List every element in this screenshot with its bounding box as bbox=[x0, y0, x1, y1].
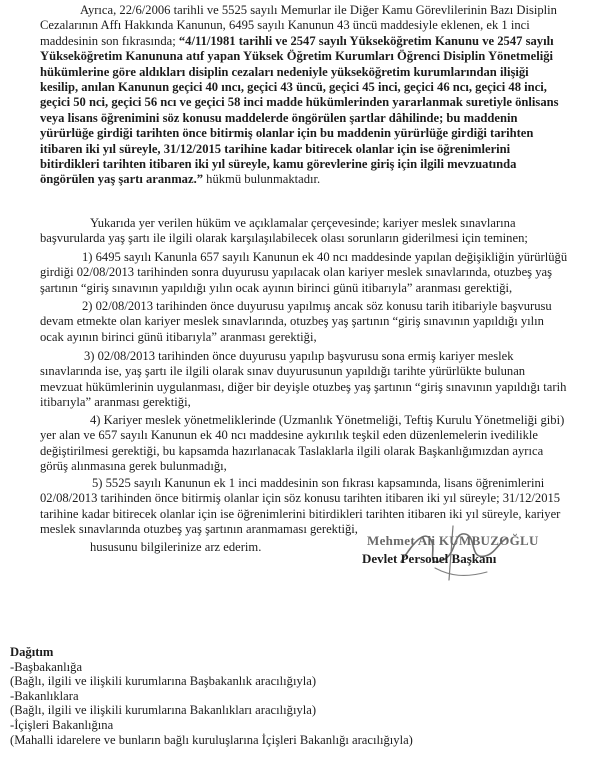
text-line: Ayrıca, 22/6/2006 tarihli ve 5525 sayılı Memurlar ile Diğer Kamu Görevlilerinin Bazı Disiplin bbox=[80, 3, 557, 17]
quote-line: Yükseköğretim Kanununa atıf yapan Yüksek Öğretim Kurumları Öğrenci Disiplin Yönetmeliği bbox=[40, 49, 554, 64]
text-line: 2) 02/08/2013 tarihinden önce duyurusu yapılmış ancak söz konusu tarih itibariyle başvurusu bbox=[82, 299, 552, 313]
text-line: 3) 02/08/2013 tarihinden önce duyurusu yapılıp başvurusu sona ermiş kariyer meslek bbox=[84, 349, 514, 363]
distribution-line: (Mahalli idarelere ve bunların bağlı kuruluşlarına İçişleri Bakanlığı aracılığıyla) bbox=[10, 732, 413, 747]
distribution-line: (Bağlı, ilgili ve ilişkili kurumlarına Başbakanlık aracılığıyla) bbox=[10, 674, 317, 689]
text-line: girdiği 02/08/2013 tarihinden sonra duyurusu yapılacak olan kariyer meslek sınavlarında, otuzbeş yaş bbox=[40, 265, 553, 280]
text-line: 1) 6495 sayılı Kanunla 657 sayılı Kanunun ek 40 ncı maddesinde yapılan değişikliğin yürürlüğü bbox=[82, 250, 568, 264]
item-2 bbox=[40, 299, 590, 345]
text-fragment: maddesinin son fıkrasında; bbox=[40, 33, 176, 48]
text-line: başvurularda yaş şartı ile ilgili olarak karşılaşılabilecek olası sorunların giderilmesi için teminen; bbox=[40, 231, 528, 246]
item-1 bbox=[40, 250, 590, 296]
text-line: Cezalarının Affı Hakkında Kanunun, 6495 sayılı Kanunun 43 üncü maddesiyle eklenen, ek 1 inci bbox=[40, 18, 530, 33]
quote-line: kesilip, anılan Kanunun geçici 40 ıncı, geçici 43 üncü, geçici 45 inci, geçici 46 ncı, geçici 48 inci, bbox=[40, 80, 547, 95]
signatory-title: Devlet Personel Başkanı bbox=[362, 551, 497, 566]
quote-end: öngörülen yaş şartı aranmaz.” bbox=[40, 172, 204, 187]
distribution-heading: Dağıtım bbox=[10, 645, 54, 659]
quote-line: hükümlerine göre aldıkları disiplin cezaları nedeniyle yükseköğretim kurumlarından ilişiği bbox=[40, 64, 529, 79]
distribution-line: (Bağlı, ilgili ve ilişkili kurumlarına Bakanlıkları aracılığıyla) bbox=[10, 703, 317, 718]
text-line: hususunu bilgilerinize arz ederim. bbox=[90, 540, 262, 554]
distribution-line: -Başbakanlığa bbox=[10, 659, 83, 674]
item-4 bbox=[40, 413, 590, 475]
intro-paragraph bbox=[40, 3, 590, 188]
item-3 bbox=[40, 349, 590, 411]
quote-line: bitirdikleri tarihten itibaren iki yıl süreyle, kamu görevlerine giriş için ilgili mevzuatında bbox=[40, 157, 517, 172]
text-line: 02/08/2013 tarihinden önce bitirmiş olanlar için söz konusu tarihten itibaren iki yıl süreyle; 31/12/2015 bbox=[40, 491, 561, 506]
quote-line: yürürlüğe girdiği tarihten önce bitirmiş olanlar için bu maddenin yürürlüğe girdiği tarihten bbox=[40, 126, 534, 141]
text-line: sınavlarında ise, yaş şartı ile ilgili olarak sınav duyurusunun yapıldığı tarihte yürürlükte bulunan bbox=[40, 364, 526, 379]
text-line: 4) Kariyer meslek yönetmeliklerinde (Uzmanlık Yönetmeliği, Teftiş Kurulu Yönetmeliği gibi) bbox=[90, 413, 565, 427]
distribution-line: -Bakanlıklara bbox=[10, 688, 79, 703]
text-line: şartının “giriş sınavının yapıldığı yılın ocak ayının birinci günü itibarıyla” aranması gerektiği, bbox=[40, 280, 513, 295]
text-line: ocak ayının birinci günü itibarıyla” aranması gerektiği, bbox=[40, 329, 317, 344]
signatory-name: Mehmet Ali KUMBUZOĞLU bbox=[367, 533, 539, 548]
quote-start: “4/11/1981 tarihli ve 2547 sayılı Yükseköğretim Kanunu ve 2547 sayılı bbox=[178, 33, 554, 48]
text-line: Yukarıda yer verilen hüküm ve açıklamalar çerçevesinde; kariyer meslek sınavlarına bbox=[90, 216, 516, 230]
text-line: devam etmekte olan kariyer meslek sınavlarında, otuzbeş yaş şartının “giriş sınavının yapıldığı yılın bbox=[40, 314, 544, 329]
quote-line: itibaren iki yıl süreyle, 31/12/2015 tarihine kadar bitirecek olanlar için ise öğrenimlerini bbox=[40, 141, 511, 156]
text-line: mevzuat hükümlerinin uygulanması, diğer bir deyişle otuzbeş yaş şartının “giriş sınavının yapıldığı tarih bbox=[40, 379, 567, 394]
text-line: yer alan ve 657 sayılı Kanunun ek 40 ncı maddesine aykırılık teşkil eden düzenlemelerin ivedilikle bbox=[40, 428, 539, 443]
text-line: değiştirilmesi gerektiği, bu kapsamda hazırlanacak Taslaklarla ilgili olarak Başkanlığımızdan ayrıca bbox=[40, 443, 544, 458]
distribution-list bbox=[10, 645, 570, 747]
quote-last-line bbox=[40, 172, 590, 187]
context-paragraph bbox=[40, 216, 590, 247]
text-line: itibarıyla” aranması gerektiği, bbox=[40, 395, 191, 410]
distribution-line: -İçişleri Bakanlığına bbox=[10, 717, 114, 732]
text-fragment: hükmü bulunmaktadır. bbox=[203, 172, 321, 187]
text-line: meslek sınavlarında otuzbeş yaş şartının aranmaması gerektiği, bbox=[40, 522, 358, 537]
quote-line: geçici 50 nci, geçici 56 ncı ve geçici 58 inci madde hükümlerinden yararlanmak suretiyle önlisans bbox=[40, 95, 559, 110]
quote-line: veya lisans öğrenimini söz konusu maddelerde öngörülen şartlar dâhilinde; bu maddenin bbox=[40, 110, 518, 125]
text-line: 5) 5525 sayılı Kanunun ek 1 inci maddesinin son fıkrası kapsamında, lisans öğrenimlerini bbox=[92, 476, 545, 490]
text-line: tarihine kadar bitirecek olanlar için ise öğrenimlerini bitirdikleri tarihten itibaren iki yıl süreyle, kariyer bbox=[40, 506, 561, 521]
text-line bbox=[40, 34, 590, 49]
text-line: görüş alınmasına gerek bulunmadığı, bbox=[40, 459, 227, 474]
